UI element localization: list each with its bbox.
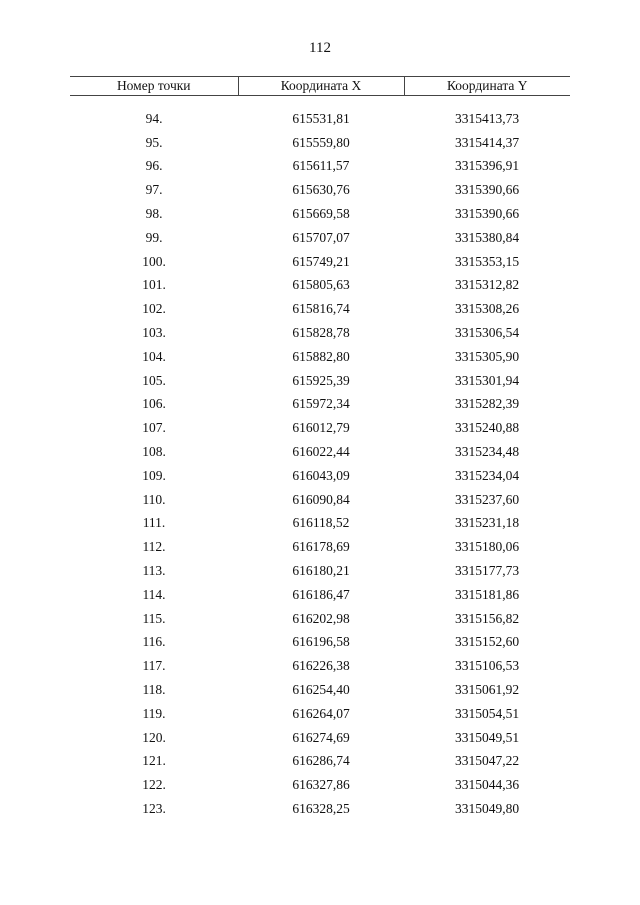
- table-header: [70, 77, 570, 96]
- cell-point-number: 109.: [142, 467, 166, 483]
- table-row: [70, 202, 570, 226]
- cell-point-number: 119.: [142, 705, 166, 721]
- table-row: [70, 393, 570, 417]
- table-body: [70, 96, 570, 821]
- table-row: [70, 107, 570, 131]
- cell-coordinate-y: 3315049,51: [454, 729, 520, 745]
- cell-point-number: 122.: [142, 777, 166, 793]
- cell-coordinate-x: 615707,07: [292, 229, 350, 245]
- cell-coordinate-x: 616327,86: [292, 777, 350, 793]
- cell-coordinate-x: 616254,40: [292, 682, 350, 698]
- cell-coordinate-y: 3315231,18: [454, 515, 520, 531]
- table-row: [70, 678, 570, 702]
- cell-point-number: 115.: [142, 610, 166, 626]
- cell-coordinate-y: 3315306,54: [454, 325, 520, 341]
- cell-point-number: 104.: [142, 348, 166, 364]
- cell-coordinate-x: 616226,38: [292, 658, 350, 674]
- table-row: [70, 345, 570, 369]
- cell-coordinate-y: 3315061,92: [454, 682, 520, 698]
- cell-point-number: 117.: [142, 658, 166, 674]
- table-row: [70, 583, 570, 607]
- table-row: [70, 226, 570, 250]
- cell-coordinate-x: 616022,44: [292, 444, 350, 460]
- table-row: [70, 321, 570, 345]
- cell-coordinate-x: 616196,58: [292, 634, 350, 650]
- table-row: [70, 369, 570, 393]
- cell-coordinate-x: 616090,84: [292, 491, 350, 507]
- table-row: [70, 607, 570, 631]
- cell-coordinate-y: 3315390,66: [454, 182, 520, 198]
- table-row: [70, 773, 570, 797]
- table-row: [70, 750, 570, 774]
- cell-point-number: 97.: [145, 182, 163, 198]
- cell-coordinate-y: 3315181,86: [454, 586, 520, 602]
- cell-coordinate-y: 3315282,39: [454, 396, 520, 412]
- cell-point-number: 123.: [142, 801, 166, 816]
- cell-point-number: 120.: [142, 729, 166, 745]
- cell-point-number: 106.: [142, 396, 166, 412]
- cell-point-number: 102.: [142, 301, 166, 317]
- cell-coordinate-y: 3315305,90: [454, 348, 520, 364]
- table-row: [70, 416, 570, 440]
- cell-coordinate-x: 615882,80: [292, 348, 350, 364]
- table-spacer-row: [70, 96, 570, 108]
- cell-coordinate-x: 615630,76: [292, 182, 350, 198]
- table-row: [70, 726, 570, 750]
- cell-point-number: 116.: [142, 634, 166, 650]
- cell-coordinate-y: 3315301,94: [454, 372, 520, 388]
- header-point-number: Номер точки: [70, 77, 238, 96]
- cell-point-number: 101.: [142, 277, 166, 293]
- cell-coordinate-x: 616180,21: [292, 563, 350, 579]
- cell-point-number: 112.: [142, 539, 166, 555]
- cell-coordinate-x: 615925,39: [292, 372, 350, 388]
- cell-coordinate-y: 3315180,06: [454, 539, 520, 555]
- cell-coordinate-x: 616012,79: [292, 420, 350, 436]
- cell-point-number: 107.: [142, 420, 166, 436]
- cell-coordinate-x: 616328,25: [292, 801, 350, 816]
- coordinates-table: [70, 76, 570, 821]
- cell-coordinate-x: 616186,47: [292, 586, 350, 602]
- cell-point-number: 100.: [142, 253, 166, 269]
- cell-coordinate-y: 3315152,60: [454, 634, 520, 650]
- cell-coordinate-y: 3315413,73: [454, 110, 520, 126]
- cell-coordinate-x: 615828,78: [292, 325, 350, 341]
- cell-coordinate-y: 3315240,88: [454, 420, 520, 436]
- cell-point-number: 94.: [145, 110, 163, 126]
- table-header-row: [70, 77, 570, 96]
- table-row: [70, 797, 570, 821]
- table-row: [70, 274, 570, 298]
- header-coordinate-x: Координата X: [238, 77, 404, 96]
- cell-coordinate-y: 3315156,82: [454, 610, 520, 626]
- cell-coordinate-y: 3315308,26: [454, 301, 520, 317]
- cell-coordinate-y: 3315312,82: [454, 277, 520, 293]
- cell-coordinate-y: 3315054,51: [454, 705, 520, 721]
- cell-coordinate-x: 616286,74: [292, 753, 350, 769]
- cell-point-number: 118.: [142, 682, 166, 698]
- table-row: [70, 250, 570, 274]
- cell-point-number: 98.: [145, 206, 163, 222]
- cell-coordinate-x: 615816,74: [292, 301, 350, 317]
- cell-point-number: 95.: [145, 134, 163, 150]
- cell-coordinate-y: 3315044,36: [454, 777, 520, 793]
- table-row: [70, 297, 570, 321]
- cell-coordinate-y: 3315177,73: [454, 563, 520, 579]
- table-row: [70, 131, 570, 155]
- cell-point-number: 96.: [145, 158, 163, 174]
- table-row: [70, 464, 570, 488]
- cell-coordinate-x: 616118,52: [292, 515, 350, 531]
- cell-point-number: 105.: [142, 372, 166, 388]
- cell-coordinate-y: 3315047,22: [454, 753, 520, 769]
- cell-point-number: 103.: [142, 325, 166, 341]
- table-row: [70, 488, 570, 512]
- cell-point-number: 99.: [145, 229, 163, 245]
- cell-coordinate-x: 615531,81: [292, 110, 350, 126]
- cell-coordinate-y: 3315414,37: [454, 134, 520, 150]
- cell-point-number: 121.: [142, 753, 166, 769]
- table-row: [70, 535, 570, 559]
- cell-coordinate-y: 3315390,66: [454, 206, 520, 222]
- cell-coordinate-x: 616264,07: [292, 705, 350, 721]
- cell-point-number: 114.: [142, 586, 166, 602]
- cell-coordinate-y: 3315049,80: [454, 801, 520, 816]
- table-row: [70, 512, 570, 536]
- cell-point-number: 111.: [142, 515, 166, 531]
- cell-coordinate-x: 616274,69: [292, 729, 350, 745]
- cell-coordinate-y: 3315353,15: [454, 253, 520, 269]
- cell-coordinate-y: 3315234,48: [454, 444, 520, 460]
- cell-coordinate-x: 616202,98: [292, 610, 350, 626]
- table-row: [70, 702, 570, 726]
- cell-coordinate-x: 615805,63: [292, 277, 350, 293]
- table-row: [70, 631, 570, 655]
- table-row: [70, 440, 570, 464]
- header-coordinate-y: Координата Y: [404, 77, 570, 96]
- table-spacer-cell: [70, 96, 570, 108]
- cell-point-number: 113.: [142, 563, 166, 579]
- cell-coordinate-y: 3315396,91: [454, 158, 520, 174]
- cell-point-number: 108.: [142, 444, 166, 460]
- table-row: [70, 178, 570, 202]
- cell-coordinate-y: 3315380,84: [454, 229, 520, 245]
- cell-coordinate-x: 615972,34: [292, 396, 350, 412]
- cell-point-number: 110.: [142, 491, 166, 507]
- table-row: [70, 559, 570, 583]
- cell-coordinate-x: 615749,21: [292, 253, 350, 269]
- table-row: [70, 155, 570, 179]
- table-row: [70, 654, 570, 678]
- cell-coordinate-x: 615611,57: [292, 158, 350, 174]
- cell-coordinate-x: 615559,80: [292, 134, 350, 150]
- cell-coordinate-y: 3315237,60: [454, 491, 520, 507]
- cell-coordinate-x: 616043,09: [292, 467, 350, 483]
- cell-coordinate-x: 616178,69: [292, 539, 350, 555]
- cell-coordinate-y: 3315106,53: [454, 658, 520, 674]
- page-number: 112: [309, 40, 331, 56]
- cell-coordinate-x: 615669,58: [292, 206, 350, 222]
- cell-coordinate-y: 3315234,04: [454, 467, 520, 483]
